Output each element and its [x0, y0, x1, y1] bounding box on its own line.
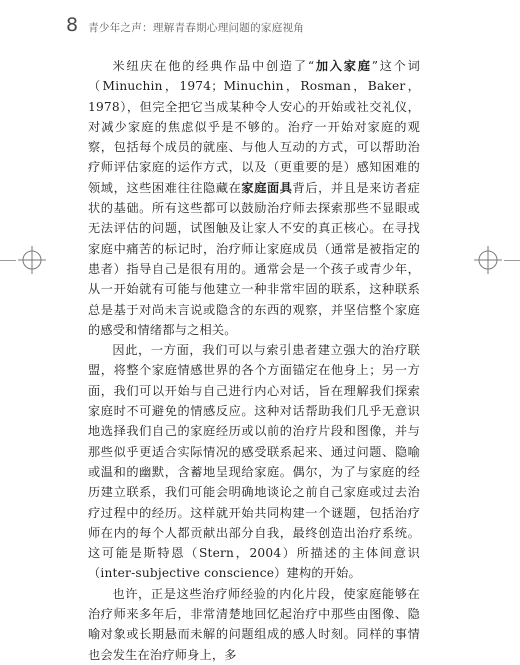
paragraph [88, 56, 420, 340]
page-number: 8 [66, 14, 79, 36]
registration-mark-right-icon [474, 246, 502, 274]
paragraph [88, 340, 420, 584]
text-run: 也许，正是这些治疗师经验的内化片段，使家庭能够在治疗师来多年后，非常清楚地回忆起治疗中那些由图像、隐喻对象或长期悬而未解的问题组成的感人时刻。同样的事情也会发生在治疗师身上，多 [88, 586, 420, 662]
body-text [88, 56, 420, 665]
text-run: 因此，一方面，我们可以与索引患者建立强大的治疗联盟，将整个家庭情感世界的各个方面锚定在他身上；另一方面，我们可以开始与自己进行内心对话，旨在理解我们探索家庭时不可避免的情感反应。这种对话帮助我们几乎无意识地选择我们自己的家庭经历或以前的治疗片段和图像，并与那些似乎更适合实际情况的感受联系起来、通过问题、隐喻或温和的幽默，含蓄地呈现给家庭。偶尔，为了与家庭的经历建立联系，我们可能会明确地谈论之前自己家庭或过去治疗过程中的经历。这样就开始共同构建一个谜题，包括治疗师在内的每个人都贡献出部分自我，最终创造出治疗系统。这可能是斯特恩（Stern，2004）所描述的主体间意识（inter-subjective conscience）建构的开始。 [88, 343, 420, 581]
bold-term: 家庭面具 [241, 180, 293, 195]
bold-term: 加入家庭 [314, 59, 372, 73]
text-run: ”这个词（Minuchin，1974；Minuchin，Rosman，Baker，1978），但完全把它当成某种令人安心的开始或社交礼仪，对减少家庭的焦虑似乎是不够的。治疗一开始对家庭的观察，包括每个成员的就座、与他人互动的方式，可以帮助治疗师评估家庭的运作方式，以及（更重要的是）感知困难的领域，这些困难往往隐藏在 [88, 59, 420, 195]
crop-line-right [504, 260, 520, 261]
page-header [66, 14, 304, 36]
running-head: 青少年之声：理解青春期心理问题的家庭视角 [88, 22, 305, 34]
text-run: 米纽庆在他的经典作品中创造了“ [112, 59, 315, 73]
paragraph [88, 584, 420, 665]
crop-line-left [0, 260, 16, 261]
registration-mark-left-icon [18, 246, 46, 274]
text-run: 背后，并且是来访者症状的基础。所有这些都可以鼓励治疗师去探索那些不显眼或无法评估的问题，试图触及让家人不安的真正核心。在寻找家庭中痛苦的标记时，治疗师让家庭成员（通常是被指定的患者）指导自己是很有用的。通常会是一个孩子或青少年，从一开始就有可能与他建立一种非常牢固的联系，这种联系总是基于对尚未言说或隐含的东西的观察，并坚信整个家庭的感受和情绪都与之相关。 [88, 180, 420, 337]
